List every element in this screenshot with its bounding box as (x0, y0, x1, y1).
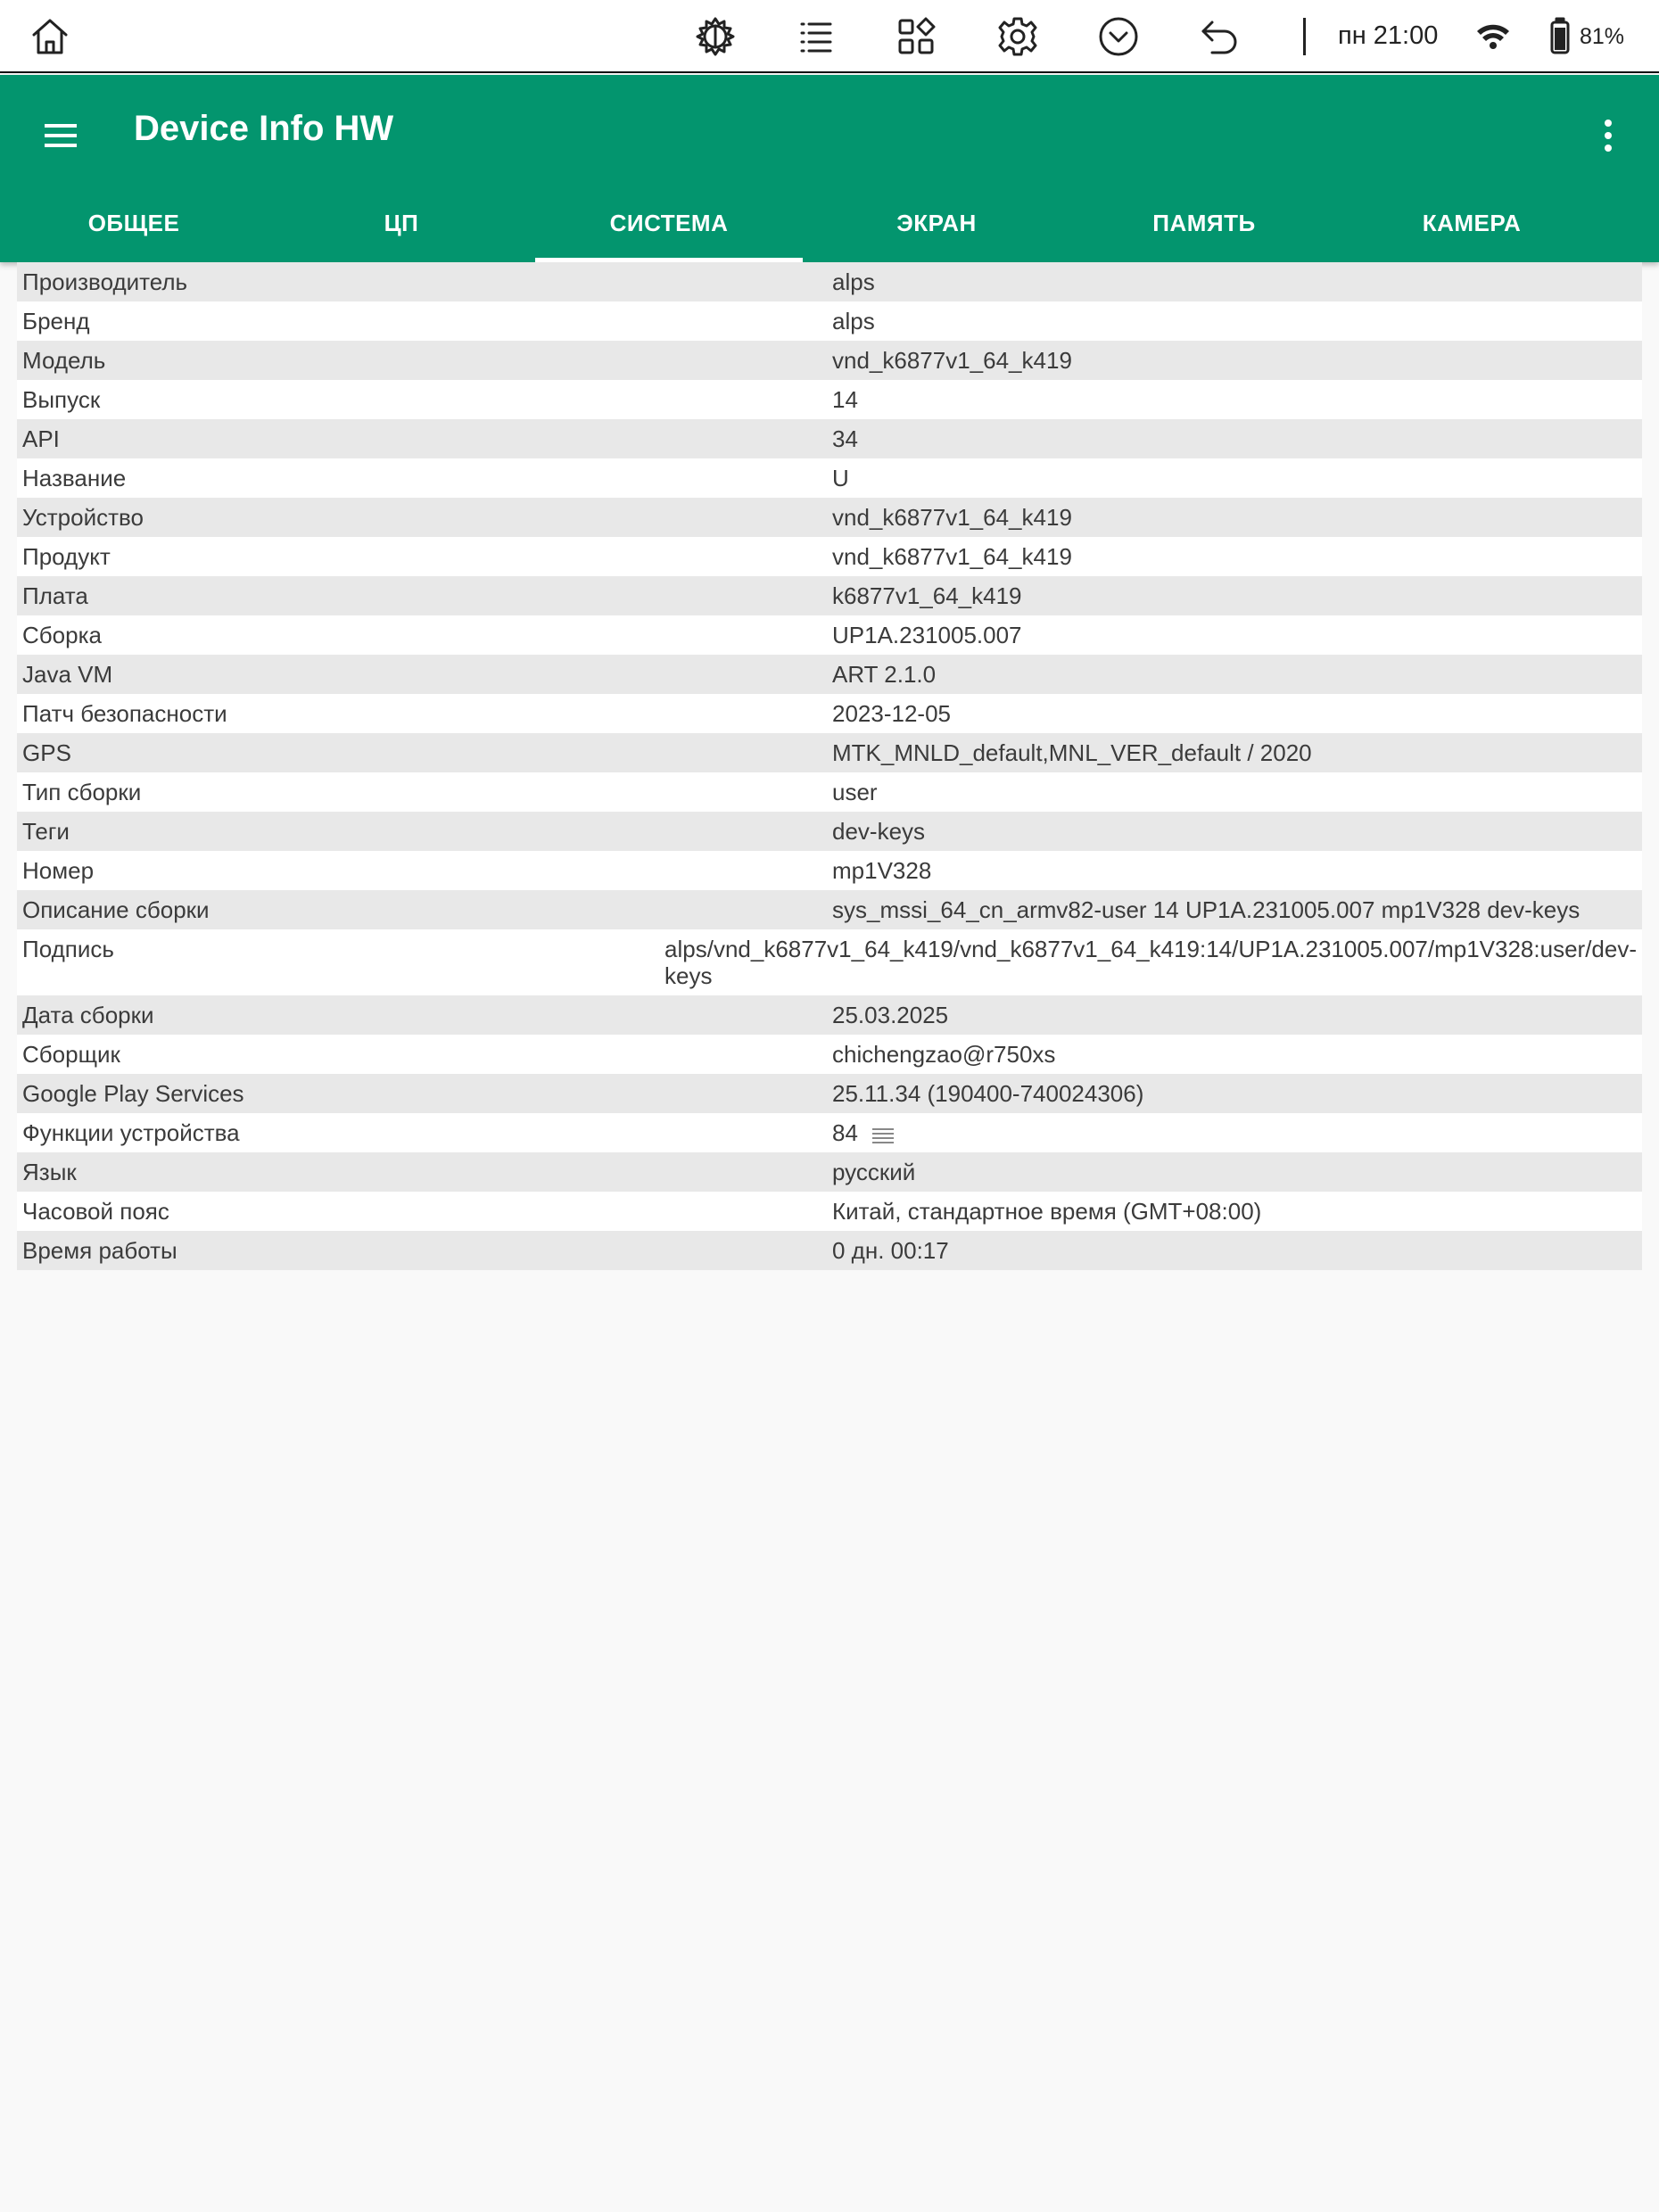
table-row (17, 1152, 1642, 1192)
row-value: U (832, 465, 849, 491)
row-key: Часовой пояс (22, 1198, 169, 1225)
tab-camera[interactable]: КАМЕРА (1422, 209, 1522, 236)
row-key: Модель (22, 347, 106, 374)
row-value: k6877v1_64_k419 (832, 582, 1022, 609)
list-icon[interactable] (871, 1125, 896, 1144)
back-icon[interactable] (1193, 11, 1245, 62)
tab-cpu[interactable]: ЦП (384, 209, 419, 236)
row-value: user (832, 779, 878, 805)
row-key: Сборка (22, 622, 102, 648)
row-value: русский (832, 1159, 916, 1185)
row-key: Язык (22, 1159, 77, 1185)
row-key: GPS (22, 739, 71, 766)
row-key: Плата (22, 582, 88, 609)
table-row (17, 733, 1642, 772)
refresh-mode-icon[interactable] (689, 11, 741, 62)
app-title: Device Info HW (134, 109, 394, 148)
table-row (17, 301, 1642, 341)
row-key: Патч безопасности (22, 700, 227, 727)
row-value: 2023-12-05 (832, 700, 951, 727)
row-key: Подпись (22, 936, 114, 962)
row-value: ART 2.1.0 (832, 661, 937, 688)
row-key: Время работы (22, 1237, 177, 1264)
row-value: vnd_k6877v1_64_k419 (832, 543, 1072, 570)
row-key: Дата сборки (22, 1002, 154, 1028)
system-info-table (17, 262, 1642, 1270)
row-key: API (22, 425, 60, 452)
home-icon[interactable] (24, 11, 76, 62)
table-row (17, 380, 1642, 419)
overflow-menu-icon[interactable] (1588, 111, 1629, 161)
row-value: UP1A.231005.007 (832, 622, 1022, 648)
row-value: 25.03.2025 (832, 1002, 949, 1028)
row-key: Выпуск (22, 386, 101, 413)
row-value: chichengzao@r750xs (832, 1041, 1056, 1068)
row-key: Google Play Services (22, 1080, 244, 1107)
row-key: Описание сборки (22, 896, 210, 923)
row-key: Устройство (22, 504, 144, 531)
row-key: Бренд (22, 308, 90, 334)
settings-gear-icon[interactable] (992, 11, 1044, 62)
table-row (17, 262, 1642, 301)
list-menu-icon[interactable] (790, 11, 842, 62)
table-row (17, 341, 1642, 380)
row-key: Сборщик (22, 1041, 120, 1068)
clock: пн 21:00 (1338, 21, 1439, 50)
tab-general[interactable]: ОБЩЕЕ (87, 209, 180, 236)
table-row (17, 655, 1642, 694)
table-row (17, 615, 1642, 655)
row-value: 0 дн. 00:17 (832, 1237, 949, 1264)
table-row (17, 1192, 1642, 1231)
row-key: Производитель (22, 268, 188, 295)
row-value: alps (832, 268, 875, 295)
table-row (17, 1231, 1642, 1270)
tab-memory[interactable]: ПАМЯТЬ (1152, 209, 1256, 236)
table-row (17, 1035, 1642, 1074)
row-value: mp1V328 (832, 857, 932, 884)
table-row (17, 772, 1642, 812)
table-row (17, 1074, 1642, 1113)
app-bar (0, 75, 1659, 262)
table-row (17, 812, 1642, 851)
row-key: Название (22, 465, 127, 491)
row-value: vnd_k6877v1_64_k419 (832, 347, 1072, 374)
row-key: Номер (22, 857, 95, 884)
table-row (17, 694, 1642, 733)
apps-icon[interactable] (890, 11, 942, 62)
chevron-down-circle-icon[interactable] (1093, 11, 1144, 62)
tab-screen[interactable]: ЭКРАН (896, 209, 977, 236)
table-row (17, 851, 1642, 890)
row-value: MTK_MNLD_default,MNL_VER_default / 2020 (832, 739, 1312, 766)
row-value: dev-keys (832, 818, 926, 845)
row-value: vnd_k6877v1_64_k419 (832, 504, 1072, 531)
battery-percent: 81% (1580, 24, 1625, 49)
table-row (17, 890, 1642, 929)
battery-icon (1534, 11, 1586, 62)
row-value: 84 (832, 1119, 858, 1146)
row-key: Java VM (22, 661, 113, 688)
row-value: 34 (832, 425, 858, 452)
table-row (17, 498, 1642, 537)
wifi-icon (1467, 11, 1519, 62)
row-value: sys_mssi_64_cn_armv82-user 14 UP1A.231005.007 mp1V328 dev-keys (832, 896, 1581, 923)
row-value: alps (832, 308, 875, 334)
status-separator (1303, 18, 1306, 55)
row-value: Китай, стандартное время (GMT+08:00) (832, 1198, 1262, 1225)
tab-system[interactable]: СИСТЕМА (535, 184, 803, 262)
row-value: 14 (832, 386, 858, 413)
row-value-cell (827, 1113, 1642, 1152)
row-value: 25.11.34 (190400-740024306) (832, 1080, 1144, 1107)
row-key: Теги (22, 818, 70, 845)
table-row (17, 537, 1642, 576)
row-key: Продукт (22, 543, 111, 570)
table-row (17, 419, 1642, 458)
table-row (17, 458, 1642, 498)
row-key: Функции устройства (22, 1119, 240, 1146)
tab-bar (0, 184, 1605, 262)
table-row (17, 995, 1642, 1035)
table-row (17, 929, 1642, 995)
hamburger-menu-icon[interactable] (36, 111, 86, 161)
table-row-device-features[interactable] (17, 1113, 1642, 1152)
row-key: Тип сборки (22, 779, 142, 805)
status-bar (0, 0, 1659, 73)
table-row (17, 576, 1642, 615)
row-value: alps/vnd_k6877v1_64_k419/vnd_k6877v1_64_k419:14/UP1A.231005.007/mp1V328:user/dev-keys (664, 936, 1637, 989)
